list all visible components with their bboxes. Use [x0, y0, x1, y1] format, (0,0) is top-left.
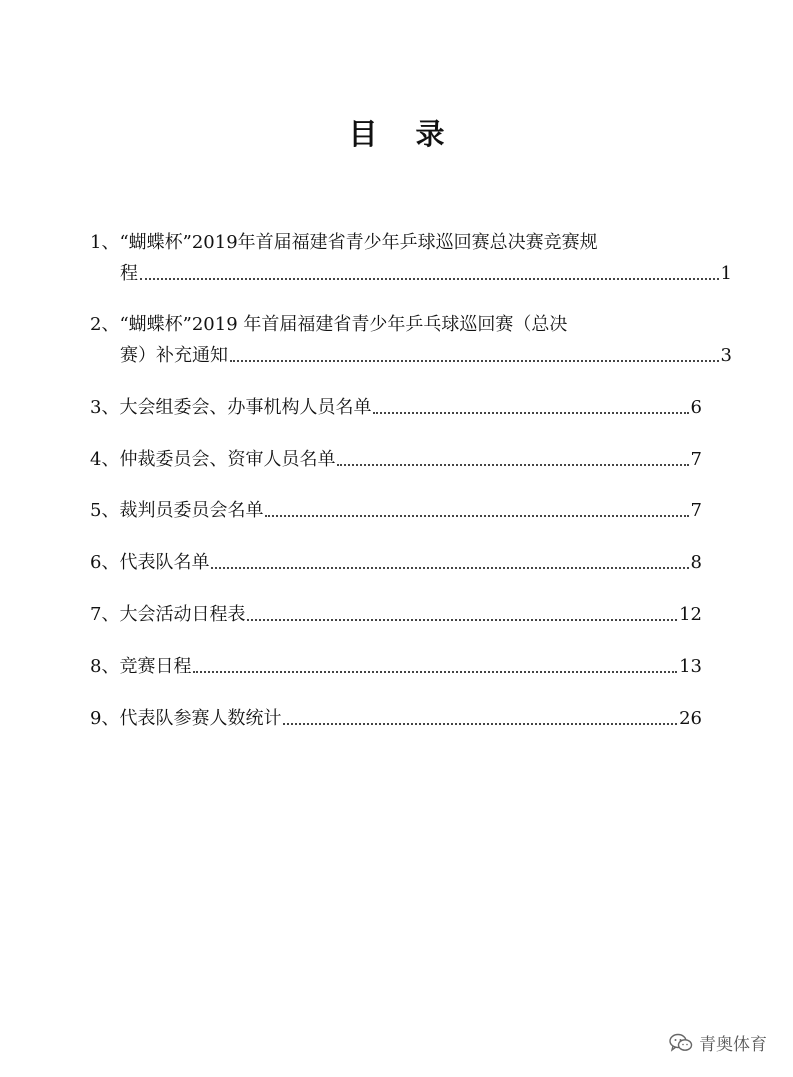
dot-leader — [373, 412, 688, 414]
toc-entry-8-label: 8、竞赛日程 — [90, 656, 192, 677]
toc-entry-2[interactable] — [90, 314, 732, 367]
toc-entry-9[interactable] — [90, 708, 702, 730]
dot-leader — [337, 464, 688, 466]
toc-entry-2-line2: 赛）补充通知 — [120, 345, 228, 366]
toc-entry-7-label: 7、大会活动日程表 — [90, 604, 246, 625]
toc-entry-2-page: 3 — [720, 345, 732, 366]
dot-leader — [247, 619, 677, 621]
toc-entry-4-page: 7 — [690, 449, 702, 470]
toc-entry-6-label: 6、代表队名单 — [90, 552, 210, 573]
toc-entry-8[interactable] — [90, 656, 702, 678]
toc-entry-7-page: 12 — [679, 604, 702, 625]
toc-entry-4[interactable] — [90, 449, 702, 471]
dot-leader — [265, 515, 688, 517]
toc-entry-8-page: 13 — [679, 656, 702, 677]
toc-entry-5[interactable] — [90, 500, 702, 522]
toc-entry-6[interactable] — [90, 552, 702, 574]
dot-leader — [193, 671, 677, 673]
toc-entry-2-line1: 2、“蝴蝶杯”2019 年首届福建省青少年乒乓球巡回赛（总决 — [90, 314, 568, 335]
toc-entry-5-page: 7 — [690, 500, 702, 521]
toc-entry-1-page: 1 — [720, 263, 732, 284]
toc-entry-5-label: 5、裁判员委员会名单 — [90, 500, 264, 521]
title-part-2: 录 — [415, 117, 445, 151]
toc-entry-9-label: 9、代表队参赛人数统计 — [90, 708, 282, 729]
dot-leader — [283, 723, 677, 725]
watermark — [669, 1030, 767, 1055]
title-part-1: 目 — [348, 117, 378, 151]
dot-leader — [140, 278, 719, 280]
page-title — [0, 112, 793, 153]
toc-entry-1-line1: 1、“蝴蝶杯”2019年首届福建省青少年乒球巡回赛总决赛竞赛规 — [90, 232, 598, 253]
toc-entry-4-label: 4、仲裁委员会、资审人员名单 — [90, 449, 336, 470]
toc-entry-3-label: 3、大会组委会、办事机构人员名单 — [90, 397, 372, 418]
toc-entry-7[interactable] — [90, 604, 702, 626]
toc-entry-3-page: 6 — [690, 397, 702, 418]
wechat-icon — [669, 1033, 693, 1053]
toc-entry-9-page: 26 — [679, 708, 702, 729]
toc-entry-6-page: 8 — [690, 552, 702, 573]
watermark-text: 青奥体育 — [699, 1035, 767, 1055]
dot-leader — [211, 567, 688, 569]
toc-entry-1-line2: 程 — [120, 263, 138, 284]
toc-entry-3[interactable] — [90, 397, 702, 419]
toc-entry-1[interactable] — [90, 232, 732, 285]
dot-leader — [230, 360, 719, 362]
